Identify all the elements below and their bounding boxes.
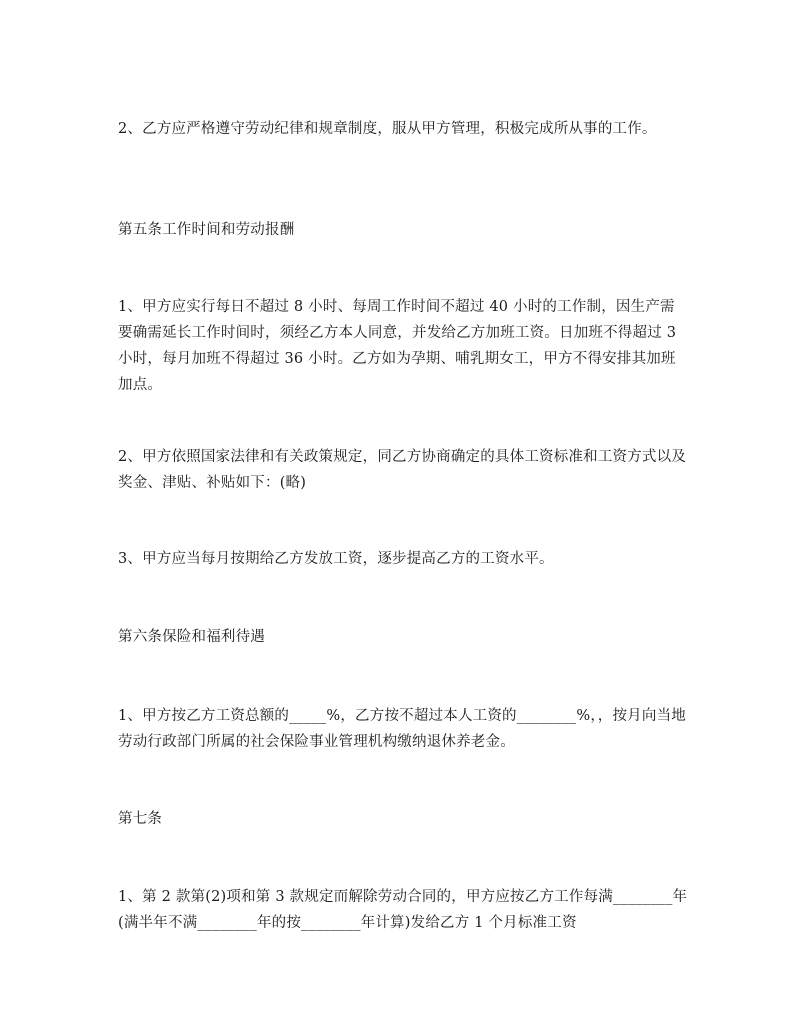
heading-article6: 第六条保险和福利待遇	[118, 629, 265, 645]
paragraph-article7-item1: 1、第 2 款第(2)项和第 3 款规定而解除劳动合同的，甲方应按乙方工作每满________年(满半年不满________年的按________年计算)发给乙方 1 个月标准工资	[118, 889, 688, 931]
paragraph-article5-item3: 3、甲方应当每月按期给乙方发放工资，逐步提高乙方的工资水平。	[118, 551, 554, 567]
paragraph-article4-item2: 2、乙方应严格遵守劳动纪律和规章制度，服从甲方管理，积极完成所从事的工作。	[118, 121, 657, 137]
paragraph-article6-item1: 1、甲方按乙方工资总额的_____%，乙方按不超过本人工资的________%，，按月向当地劳动行政部门所属的社会保险事业管理机构缴纳退休养老金。	[118, 708, 686, 750]
paragraph-article5-item2: 2、甲方依照国家法律和有关政策规定，同乙方协商确定的具体工资标准和工资方式以及奖金、津贴、补贴如下：(略)	[118, 449, 687, 491]
paragraph-article5-item1: 1、甲方应实行每日不超过 8 小时、每周工作时间不超过 40 小时的工作制，因生产需要确需延长工作时间时，须经乙方本人同意，并发给乙方加班工资。日加班不得超过 3 小时，每月加班不得超过 36 小时。乙方如为孕期、哺乳期女工，甲方不得安排其加班加点。	[118, 299, 677, 393]
heading-article7: 第七条	[118, 811, 163, 827]
heading-article5: 第五条工作时间和劳动报酬	[118, 222, 295, 238]
